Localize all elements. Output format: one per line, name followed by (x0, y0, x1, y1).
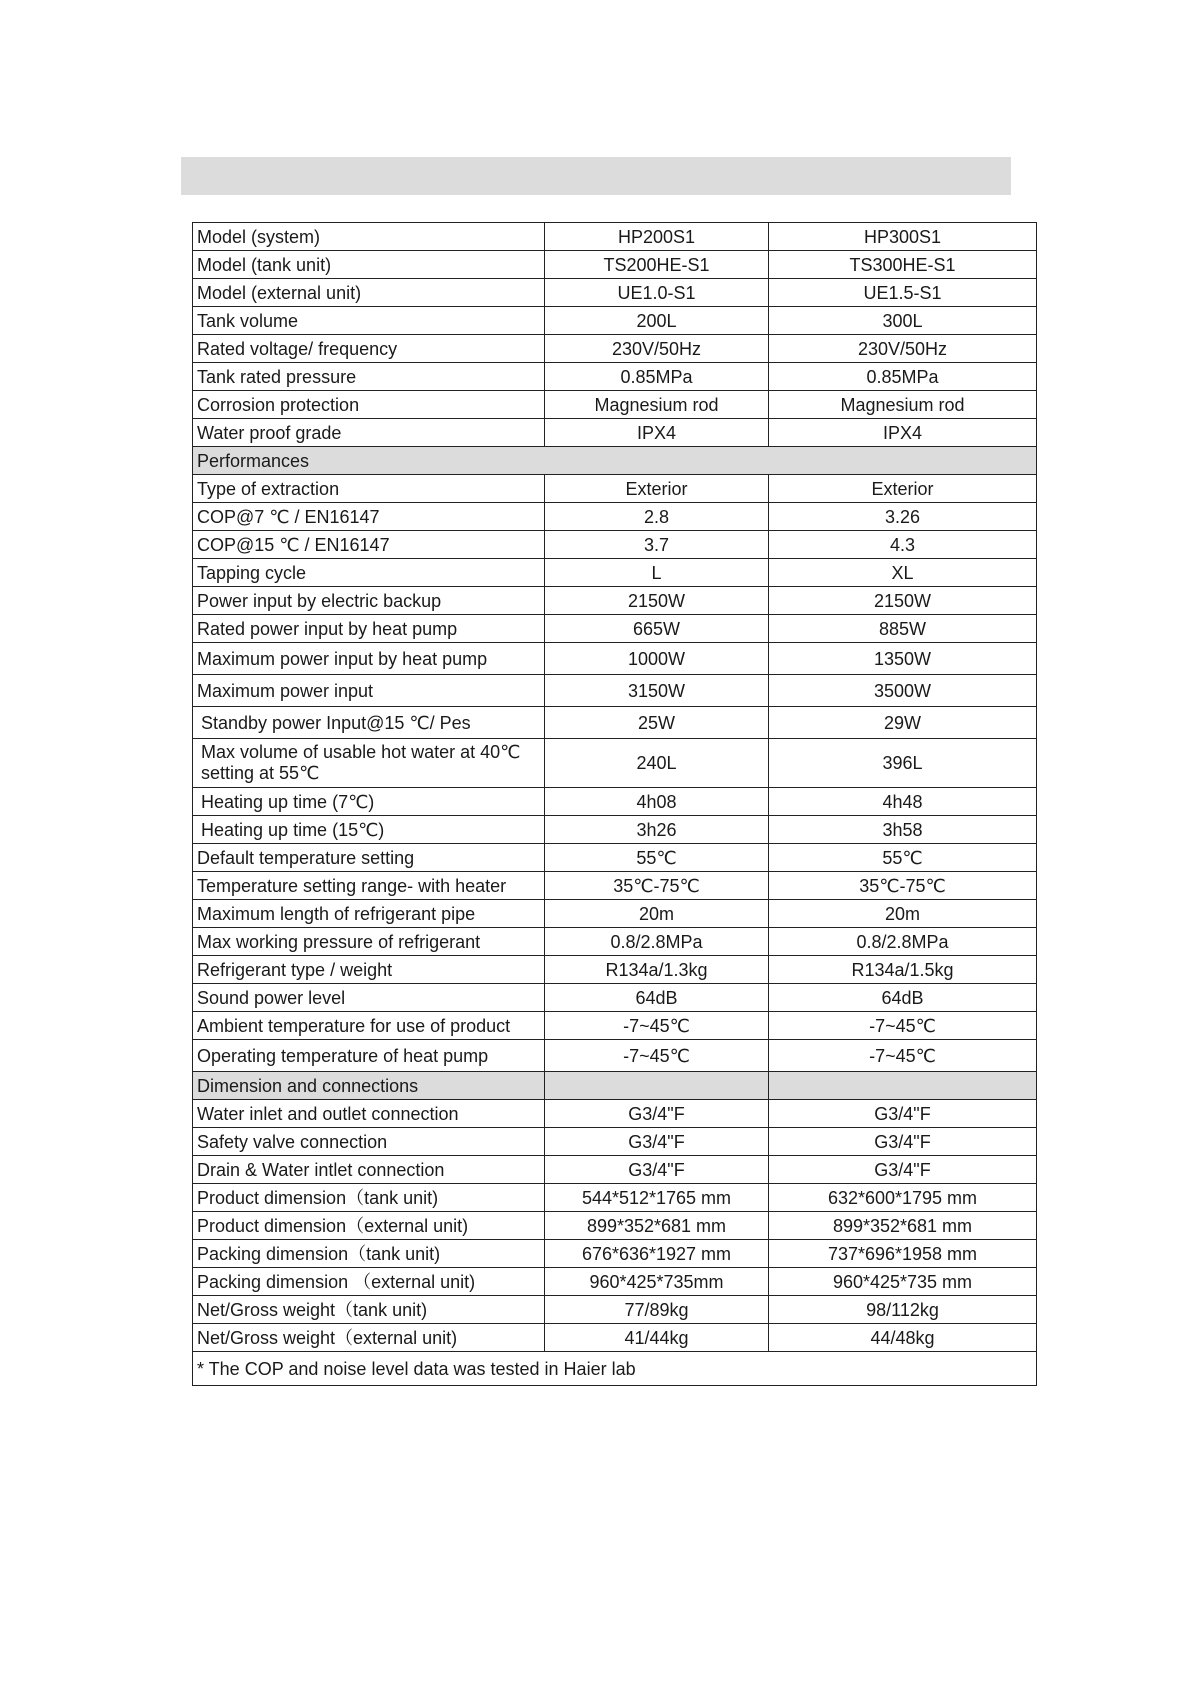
table-row (193, 307, 1037, 335)
spec-value-model-2: 55℃ (769, 844, 1037, 872)
table-row (193, 1212, 1037, 1240)
spec-label: Max volume of usable hot water at 40℃ setting at 55℃ (193, 739, 545, 788)
header-band (181, 157, 1011, 195)
spec-value-model-2: 20m (769, 900, 1037, 928)
spec-label: COP@15 ℃ / EN16147 (193, 531, 545, 559)
spec-value-model-1: 665W (545, 615, 769, 643)
spec-value-model-2: XL (769, 559, 1037, 587)
table-row (193, 928, 1037, 956)
spec-label: Temperature setting range- with heater (193, 872, 545, 900)
spec-value-model-2: IPX4 (769, 419, 1037, 447)
spec-value-model-1: 3h26 (545, 816, 769, 844)
spec-value-model-2: -7~45℃ (769, 1012, 1037, 1040)
spec-value-model-1: 200L (545, 307, 769, 335)
spec-value-model-1: -7~45℃ (545, 1040, 769, 1072)
section-empty-cell (769, 1072, 1037, 1100)
spec-value-model-1: 240L (545, 739, 769, 788)
table-row (193, 707, 1037, 739)
spec-value-model-2: G3/4"F (769, 1100, 1037, 1128)
spec-value-model-2: 300L (769, 307, 1037, 335)
spec-label: Net/Gross weight（tank unit) (193, 1296, 545, 1324)
table-row (193, 559, 1037, 587)
spec-value-model-1: TS200HE-S1 (545, 251, 769, 279)
spec-label: COP@7 ℃ / EN16147 (193, 503, 545, 531)
spec-label: Product dimension（tank unit) (193, 1184, 545, 1212)
spec-value-model-2: 960*425*735 mm (769, 1268, 1037, 1296)
spec-label: Safety valve connection (193, 1128, 545, 1156)
spec-label: Ambient temperature for use of product (193, 1012, 545, 1040)
spec-value-model-1: 3.7 (545, 531, 769, 559)
spec-label: Refrigerant type / weight (193, 956, 545, 984)
table-row (193, 844, 1037, 872)
table-row (193, 223, 1037, 251)
spec-value-model-1: 676*636*1927 mm (545, 1240, 769, 1268)
spec-value-model-2: 4h48 (769, 788, 1037, 816)
spec-value-model-2: 0.8/2.8MPa (769, 928, 1037, 956)
spec-value-model-1: L (545, 559, 769, 587)
spec-value-model-2: 230V/50Hz (769, 335, 1037, 363)
spec-value-model-1: Exterior (545, 475, 769, 503)
spec-value-model-2: 737*696*1958 mm (769, 1240, 1037, 1268)
spec-value-model-1: 544*512*1765 mm (545, 1184, 769, 1212)
spec-value-model-2: Exterior (769, 475, 1037, 503)
spec-label: Rated voltage/ frequency (193, 335, 545, 363)
spec-label: Operating temperature of heat pump (193, 1040, 545, 1072)
spec-value-model-1: 4h08 (545, 788, 769, 816)
spec-value-model-1: 0.8/2.8MPa (545, 928, 769, 956)
spec-value-model-2: 0.85MPa (769, 363, 1037, 391)
table-row (193, 872, 1037, 900)
spec-label: Default temperature setting (193, 844, 545, 872)
table-row (193, 1156, 1037, 1184)
table-row (193, 279, 1037, 307)
spec-value-model-1: 35℃-75℃ (545, 872, 769, 900)
table-row (193, 675, 1037, 707)
specification-table-body (193, 223, 1037, 1386)
spec-value-model-2: 35℃-75℃ (769, 872, 1037, 900)
spec-value-model-2: 3h58 (769, 816, 1037, 844)
spec-value-model-2: G3/4"F (769, 1128, 1037, 1156)
table-row (193, 419, 1037, 447)
spec-value-model-2: 3.26 (769, 503, 1037, 531)
spec-value-model-2: 2150W (769, 587, 1037, 615)
spec-label: Maximum power input (193, 675, 545, 707)
table-row (193, 1324, 1037, 1352)
spec-label: Heating up time (7℃) (193, 788, 545, 816)
spec-label: Type of extraction (193, 475, 545, 503)
spec-label: Water proof grade (193, 419, 545, 447)
spec-value-model-2: 632*600*1795 mm (769, 1184, 1037, 1212)
spec-value-model-2: 396L (769, 739, 1037, 788)
section-row (193, 1072, 1037, 1100)
spec-value-model-1: 960*425*735mm (545, 1268, 769, 1296)
section-row (193, 447, 1037, 475)
spec-label: Max working pressure of refrigerant (193, 928, 545, 956)
spec-value-model-1: G3/4"F (545, 1156, 769, 1184)
spec-label: Standby power Input@15 ℃/ Pes (193, 707, 545, 739)
spec-value-model-1: UE1.0-S1 (545, 279, 769, 307)
table-row (193, 788, 1037, 816)
spec-value-model-2: 899*352*681 mm (769, 1212, 1037, 1240)
spec-label: Maximum length of refrigerant pipe (193, 900, 545, 928)
spec-value-model-1: R134a/1.3kg (545, 956, 769, 984)
spec-value-model-1: 77/89kg (545, 1296, 769, 1324)
table-row (193, 335, 1037, 363)
spec-value-model-2: 885W (769, 615, 1037, 643)
section-title: Dimension and connections (193, 1072, 545, 1100)
table-row (193, 739, 1037, 788)
table-row (193, 1012, 1037, 1040)
table-row (193, 1296, 1037, 1324)
spec-label: Packing dimension（tank unit) (193, 1240, 545, 1268)
spec-label: Model (tank unit) (193, 251, 545, 279)
table-row (193, 475, 1037, 503)
table-row (193, 956, 1037, 984)
table-row (193, 1268, 1037, 1296)
table-row (193, 1240, 1037, 1268)
table-row (193, 363, 1037, 391)
table-row (193, 615, 1037, 643)
spec-value-model-1: 230V/50Hz (545, 335, 769, 363)
table-row (193, 1040, 1037, 1072)
table-row (193, 1184, 1037, 1212)
spec-value-model-1: 0.85MPa (545, 363, 769, 391)
spec-label: Tapping cycle (193, 559, 545, 587)
spec-label: Maximum power input by heat pump (193, 643, 545, 675)
table-row (193, 816, 1037, 844)
table-row (193, 643, 1037, 675)
table-row (193, 531, 1037, 559)
spec-value-model-2: UE1.5-S1 (769, 279, 1037, 307)
spec-value-model-1: 55℃ (545, 844, 769, 872)
spec-value-model-2: -7~45℃ (769, 1040, 1037, 1072)
spec-label: Drain & Water intlet connection (193, 1156, 545, 1184)
table-row (193, 984, 1037, 1012)
spec-label: Rated power input by heat pump (193, 615, 545, 643)
spec-value-model-2: R134a/1.5kg (769, 956, 1037, 984)
spec-value-model-1: 64dB (545, 984, 769, 1012)
spec-value-model-1: 41/44kg (545, 1324, 769, 1352)
spec-value-model-2: 29W (769, 707, 1037, 739)
spec-value-model-1: 2150W (545, 587, 769, 615)
table-row (193, 391, 1037, 419)
table-row (193, 251, 1037, 279)
spec-value-model-1: IPX4 (545, 419, 769, 447)
table-row (193, 587, 1037, 615)
spec-label: Tank rated pressure (193, 363, 545, 391)
spec-value-model-2: 4.3 (769, 531, 1037, 559)
spec-value-model-2: HP300S1 (769, 223, 1037, 251)
spec-value-model-2: 1350W (769, 643, 1037, 675)
spec-value-model-2: 3500W (769, 675, 1037, 707)
spec-value-model-1: G3/4"F (545, 1128, 769, 1156)
spec-value-model-1: HP200S1 (545, 223, 769, 251)
table-row (193, 1100, 1037, 1128)
spec-label: Model (external unit) (193, 279, 545, 307)
spec-value-model-2: G3/4"F (769, 1156, 1037, 1184)
spec-value-model-2: TS300HE-S1 (769, 251, 1037, 279)
spec-value-model-2: 98/112kg (769, 1296, 1037, 1324)
spec-label: Model (system) (193, 223, 545, 251)
table-row (193, 900, 1037, 928)
specification-table (192, 222, 1037, 1386)
footnote-row (193, 1352, 1037, 1386)
spec-value-model-1: 25W (545, 707, 769, 739)
spec-label: Tank volume (193, 307, 545, 335)
spec-value-model-1: 899*352*681 mm (545, 1212, 769, 1240)
spec-value-model-1: Magnesium rod (545, 391, 769, 419)
spec-label: Product dimension（external unit) (193, 1212, 545, 1240)
spec-value-model-1: -7~45℃ (545, 1012, 769, 1040)
footnote-text: * The COP and noise level data was tested in Haier lab (193, 1352, 1037, 1386)
spec-label: Corrosion protection (193, 391, 545, 419)
section-title: Performances (193, 447, 1037, 475)
table-row (193, 1128, 1037, 1156)
spec-value-model-2: 44/48kg (769, 1324, 1037, 1352)
spec-value-model-1: 1000W (545, 643, 769, 675)
spec-label: Net/Gross weight（external unit) (193, 1324, 545, 1352)
spec-value-model-1: 2.8 (545, 503, 769, 531)
spec-label: Packing dimension （external unit) (193, 1268, 545, 1296)
spec-label: Power input by electric backup (193, 587, 545, 615)
table-row (193, 503, 1037, 531)
spec-value-model-1: 3150W (545, 675, 769, 707)
spec-value-model-1: 20m (545, 900, 769, 928)
spec-label: Sound power level (193, 984, 545, 1012)
section-empty-cell (545, 1072, 769, 1100)
spec-value-model-2: 64dB (769, 984, 1037, 1012)
spec-label: Heating up time (15℃) (193, 816, 545, 844)
spec-value-model-1: G3/4"F (545, 1100, 769, 1128)
spec-value-model-2: Magnesium rod (769, 391, 1037, 419)
spec-label: Water inlet and outlet connection (193, 1100, 545, 1128)
